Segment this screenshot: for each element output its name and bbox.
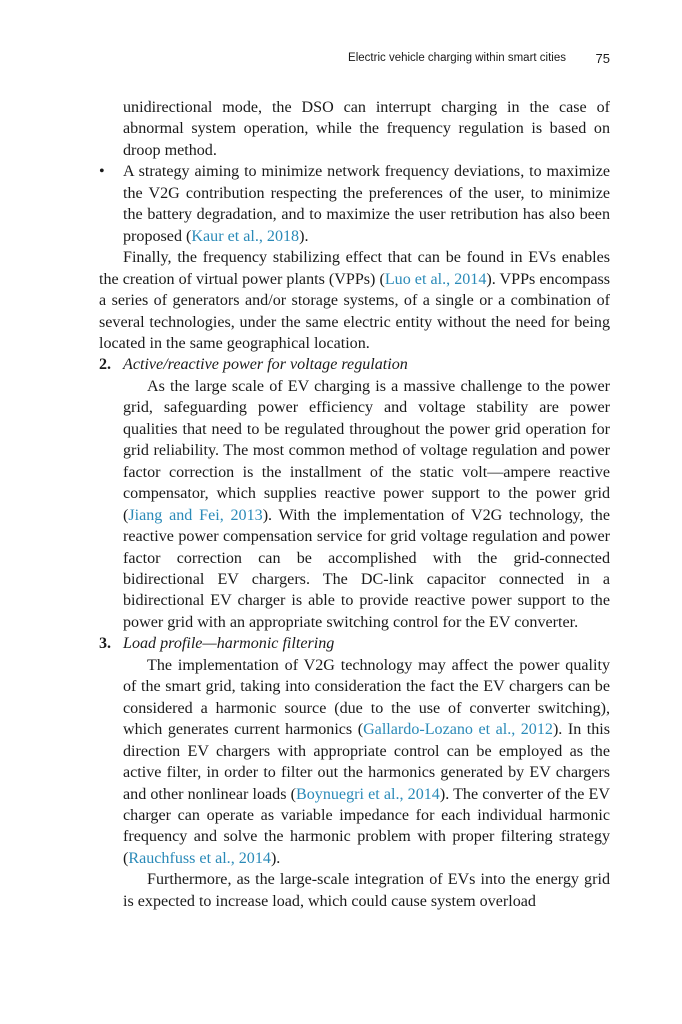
numbered-item-3 — [99, 633, 610, 912]
citation-link[interactable]: Rauchfuss et al., 2014 — [128, 849, 271, 867]
text: ). VPPs encompass a series of generators and/or storage systems, of a single or a combination of several technologies, under the same electric entity without the need for being located in the same geographical location. — [99, 270, 610, 352]
citation-link[interactable]: Luo et al., 2014 — [384, 270, 487, 288]
citation-link[interactable]: Boynuegri et al., 2014 — [296, 785, 440, 803]
numbered-item-2 — [99, 354, 610, 633]
bullet-icon: • — [99, 163, 105, 181]
page-number: 75 — [595, 51, 610, 66]
citation-link[interactable]: Jiang and Fei, 2013 — [128, 506, 263, 524]
running-title: Electric vehicle charging within smart cities — [348, 52, 566, 64]
text: Finally, the frequency stabilizing effect that can be found in EVs enables the creation of virtual power plants (VPPs) ( — [99, 249, 610, 288]
text: ). — [299, 227, 309, 245]
item-number: 3. — [99, 635, 112, 653]
paragraph — [99, 247, 610, 354]
text: A strategy aiming to minimize network frequency deviations, to maximize the V2G contribution respecting the preferences of the user, to minimize the battery degradation, and to maximize the user retribution has also been proposed ( — [123, 163, 610, 245]
text: The implementation of V2G technology may affect the power quality of the smart grid, taking into consideration the fact the EV chargers can be considered a harmonic source (due to the use of converter switching), which generates current harmonics ( — [123, 656, 610, 739]
paragraph: unidirectional mode, the DSO can interrupt charging in the case of abnormal system operation, while the frequency regulation is based on droop method. — [123, 99, 610, 159]
paragraph — [123, 376, 610, 633]
text: ). The converter of the EV charger can operate as variable impedance for each individual harmonic frequency and solve the harmonic problem with proper filtering strategy ( — [123, 785, 610, 867]
text: ). With the implementation of V2G technology, the reactive power compensation service for grid voltage regulation and power factor correction can be accomplished with the grid-connected bidirectional EV chargers. The DC-link capacitor connected in a bidirectional EV charger is able to provide reactive power support to the power grid with an appropriate switching control for the EV converter. — [123, 506, 610, 631]
paragraph — [123, 655, 610, 870]
citation-link[interactable]: Kaur et al., 2018 — [191, 227, 300, 245]
paragraph: Furthermore, as the large-scale integration of EVs into the energy grid is expected to increase load, which could cause system overload — [123, 871, 610, 910]
text: ). In this direction EV chargers with appropriate control can be employed as the active filter, in order to filter out the harmonics generated by EV chargers and other nonlinear loads ( — [123, 721, 610, 803]
section-title: Load profile—harmonic filtering — [123, 635, 335, 653]
page-body — [99, 97, 610, 912]
text: As the large scale of EV charging is a massive challenge to the power grid, safeguarding power efficiency and voltage stability are power qualities that need to be regulated throughout the power grid operation for grid reliability. The most common method of voltage regulation and power factor correction is the installment of the static volt—ampere reactive compensator, which supplies reactive power support to the power grid ( — [123, 377, 610, 524]
text: ). — [270, 849, 281, 867]
section-title: Active/reactive power for voltage regulation — [123, 356, 408, 374]
bullet-item — [99, 161, 610, 247]
running-header — [99, 51, 610, 69]
citation-link[interactable]: Gallardo-Lozano et al., 2012 — [363, 721, 553, 739]
item-number: 2. — [99, 356, 112, 374]
